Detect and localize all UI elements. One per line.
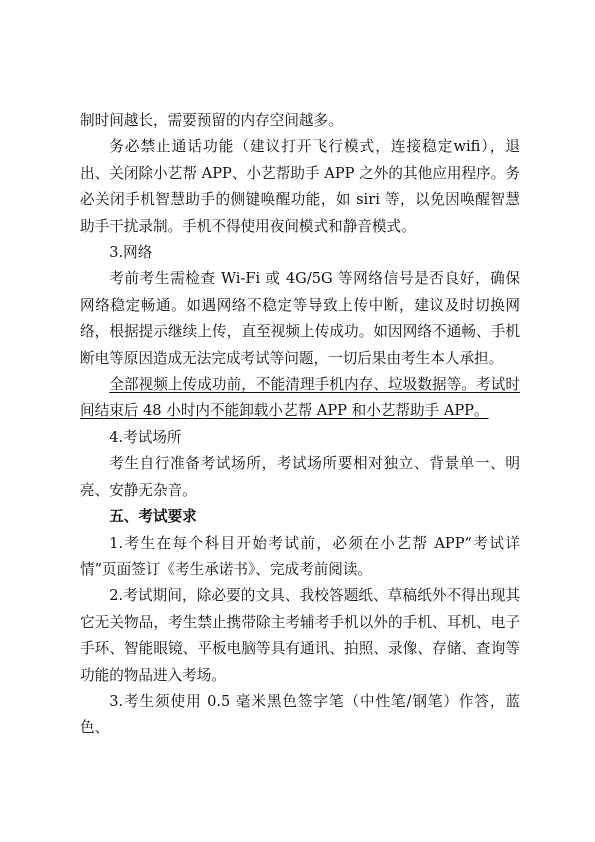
document-page (80, 108, 520, 742)
paragraph-upload-warning (80, 372, 520, 425)
subheading-exam-location: 4.考试场所 (109, 428, 182, 446)
subheading-network: 3.网络 (109, 244, 153, 262)
section-heading-exam-requirements: 五、考试要求 (109, 508, 197, 526)
paragraph-continuation: 制时间越长，需要预留的内存空间越多。 (80, 112, 343, 129)
paragraph-requirement-2: 2.考试期间，除必要的文具、我校答题纸、草稿纸外不得出现其它无关物品，考生禁止携带除主考辅考手机以外的手机、耳机、电子手环、智能眼镜、平板电脑等具有通讯、拍照、录像、存储、查询等功能的物品进入考场。 (80, 587, 520, 684)
paragraph-requirement-3: 3.考生须使用 0.5 毫米黑色签字笔（中性笔/钢笔）作答，蓝色、 (80, 692, 520, 737)
underlined-warning-text: 全部视频上传成功前，不能清理手机内存、垃圾数据等。考试时间结束后 48 小时内不能卸载小艺帮 APP 和小艺帮助手 APP。 (80, 376, 520, 420)
paragraph-phone-settings: 务必禁止通话功能（建议打开飞行模式，连接稳定wifi），退出、关闭除小艺帮 APP、小艺帮助手 APP 之外的其他应用程序。务必关闭手机智慧助手的侧键唤醒功能，如 siri 等，以免因唤醒智慧助手干扰录制。手机不得使用夜间模式和静音模式。 (80, 138, 520, 235)
paragraph-requirement-1: 1.考生在每个科目开始考试前，必须在小艺帮 APP“考试详情”页面签订《考生承诺书》、完成考前阅读。 (80, 534, 520, 578)
paragraph-network: 考前考生需检查 Wi-Fi 或 4G/5G 等网络信号是否良好，确保网络稳定畅通。如遇网络不稳定等导致上传中断，建议及时切换网络，根据提示继续上传，直至视频上传成功。如因网络不通畅、手机断电等原因造成无法完成考试等问题，一切后果由考生本人承担。 (80, 270, 520, 367)
paragraph-exam-location: 考生自行准备考试场所，考试场所要相对独立、背景单一、明亮、安静无杂音。 (80, 455, 520, 499)
